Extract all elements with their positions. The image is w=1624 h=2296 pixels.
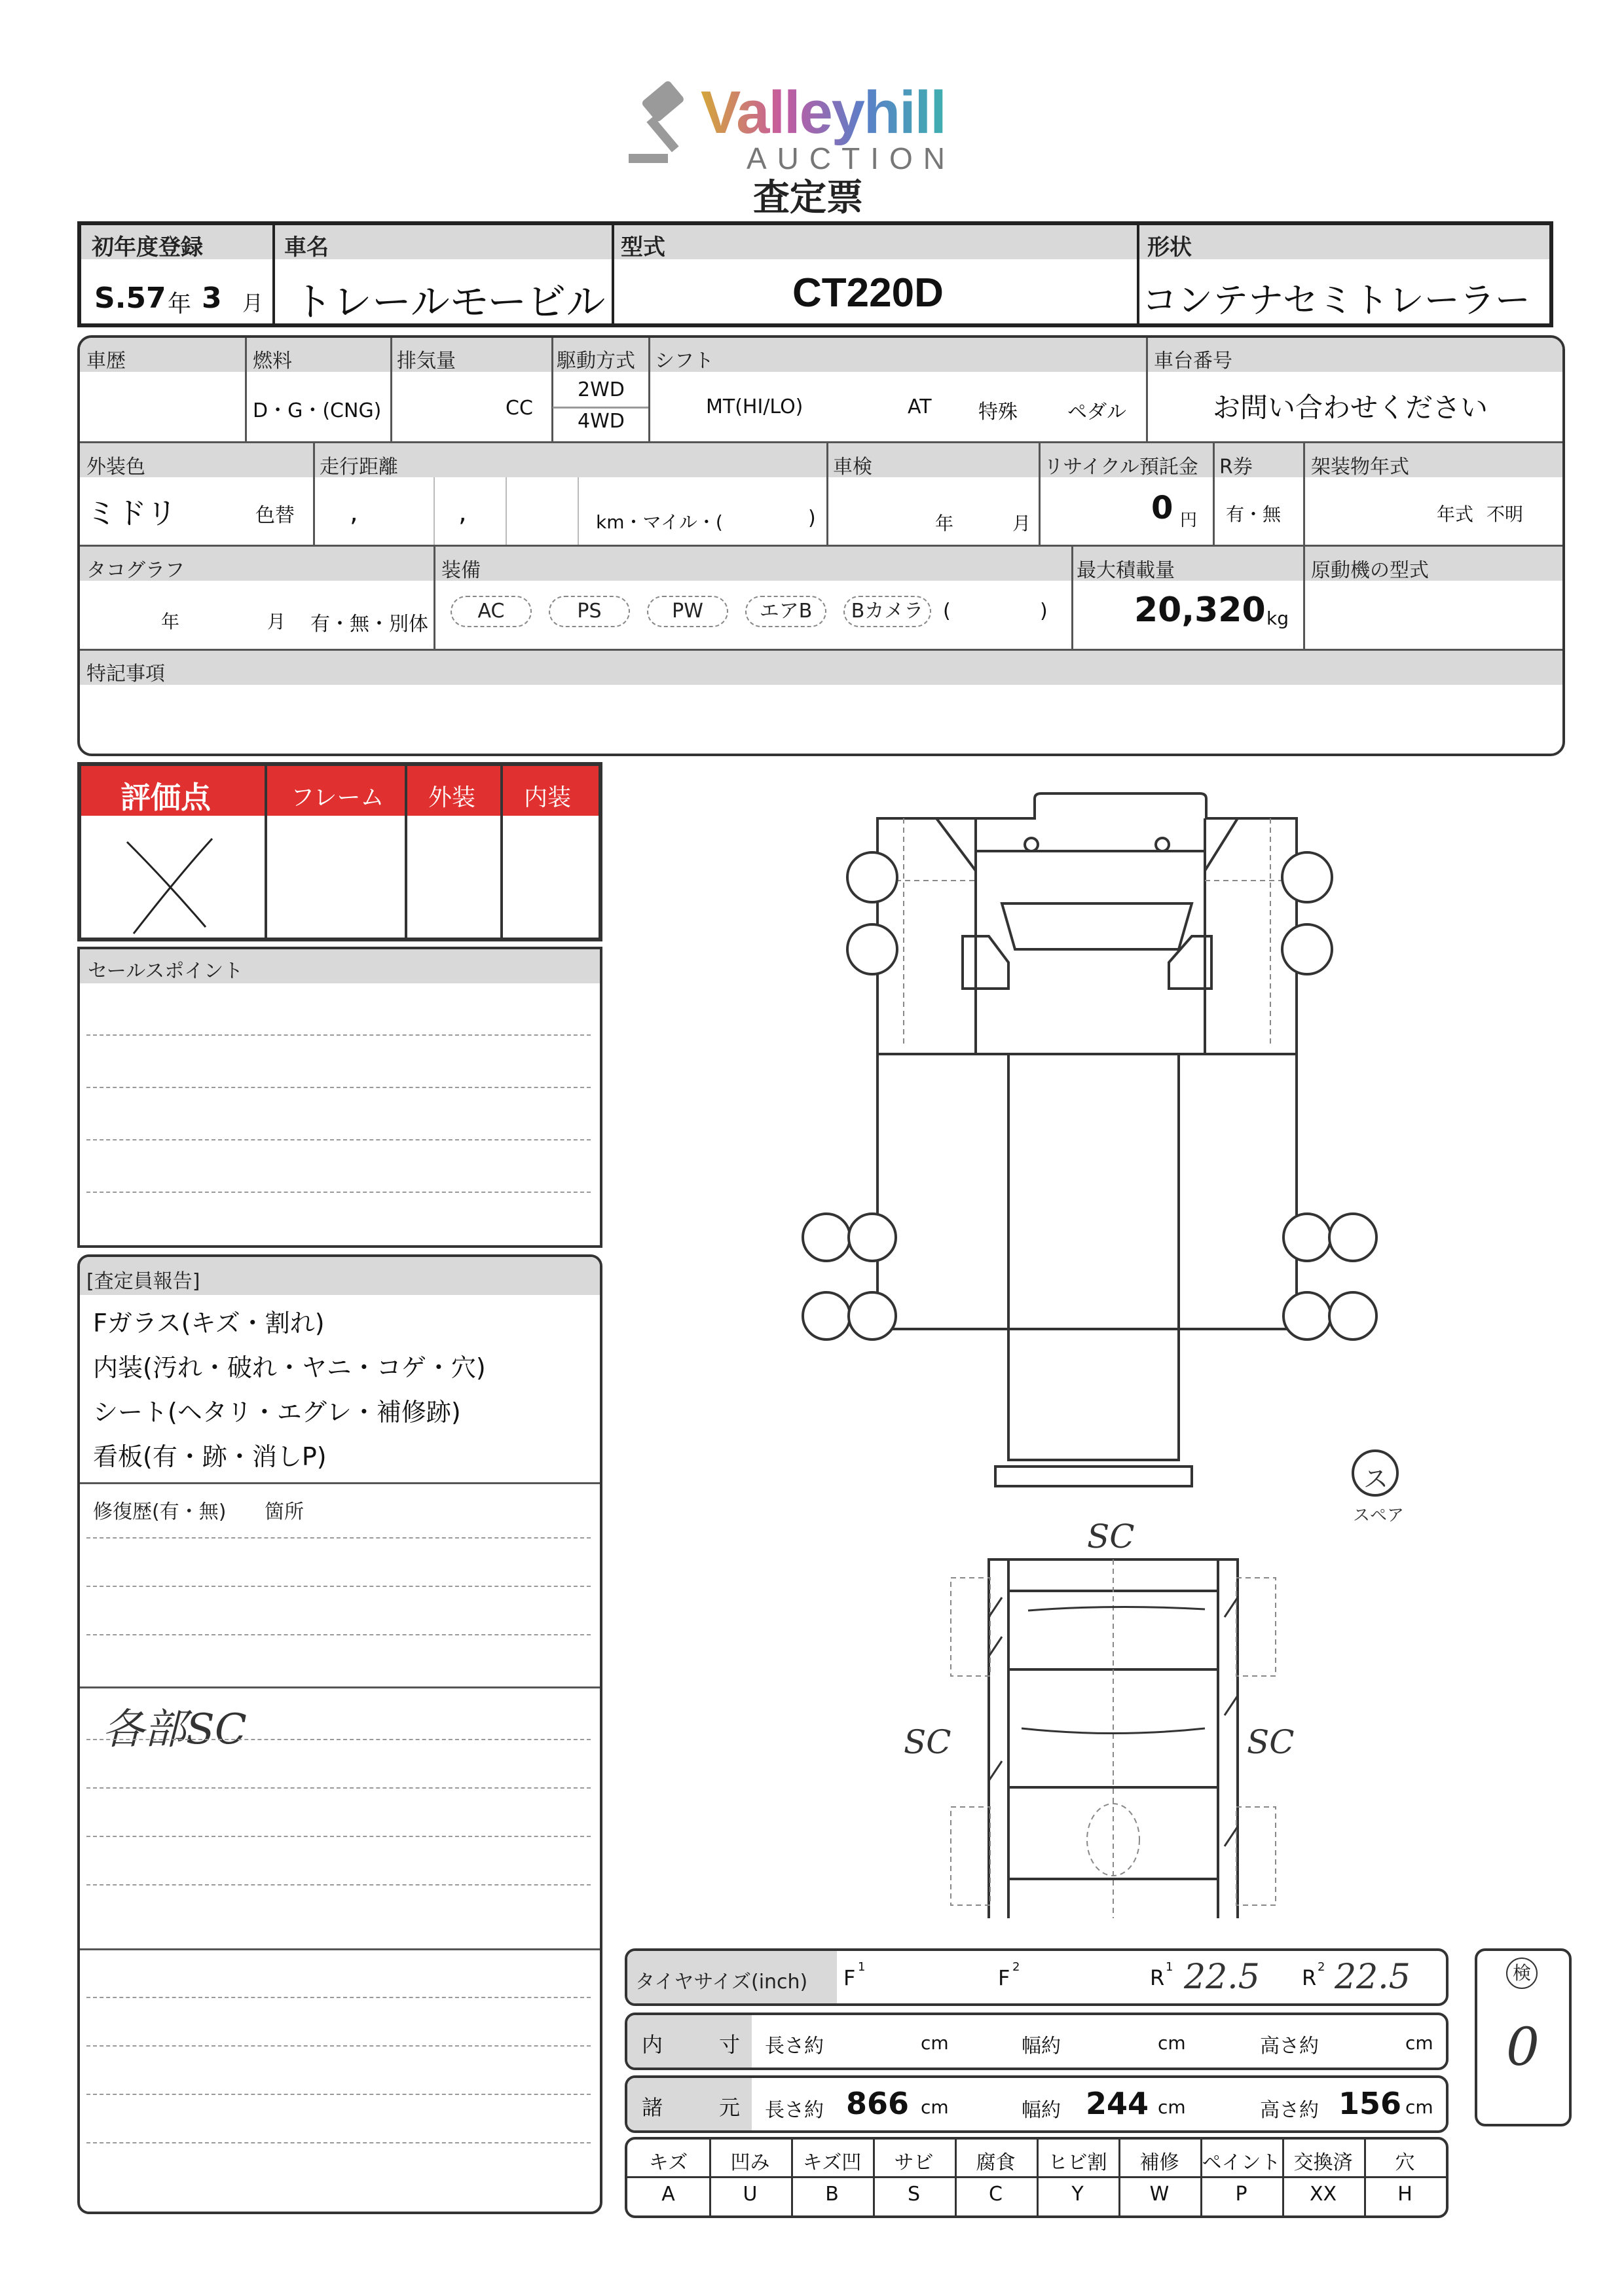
spare-tire-glyph: ス <box>1363 1465 1389 1493</box>
recycle-deposit: 0 <box>1151 490 1173 526</box>
legend-code-4: C <box>989 2183 1003 2206</box>
exterior-label: 外装 <box>428 784 476 811</box>
legend-header-0: キズ <box>648 2151 688 2174</box>
exterior-color-label: 外装色 <box>86 456 145 479</box>
body-year-label: 架装物年式 <box>1311 456 1409 479</box>
registration-era: S.57 <box>94 282 166 315</box>
legend-code-0: A <box>661 2183 675 2206</box>
vehicle-history-label: 車歴 <box>86 350 126 373</box>
legend-header-6: 補修 <box>1139 2151 1179 2174</box>
report-item-signboard: 看板(有・跡・消しP) <box>93 1442 327 1471</box>
tachograph-label: タコグラフ <box>86 559 185 582</box>
sales-point-label: セールスポイント <box>88 960 244 983</box>
inspector-report-box <box>77 1254 602 2214</box>
recycle-ticket-label: R券 <box>1219 456 1253 479</box>
report-item-windshield: Fガラス(キズ・割れ) <box>93 1309 325 1338</box>
legend-code-8: XX <box>1309 2183 1337 2206</box>
equipment-pw: PW <box>647 596 728 627</box>
inspector-value: 0 <box>1506 2016 1540 2077</box>
inspection-label: 車検 <box>833 456 872 479</box>
score-cross-mark <box>81 816 265 938</box>
evaluation-score-box <box>77 762 602 941</box>
legend-header-5: ヒビ割 <box>1048 2151 1107 2174</box>
vehicle-identity-table: 初年度登録 S.57 年 3 月 車名 トレールモービル 型式 CT220D 形状 コンテナセミトレーラー <box>77 221 1553 327</box>
body-shape: コンテナセミトレーラー <box>1142 280 1530 321</box>
legend-code-6: W <box>1149 2183 1170 2206</box>
inspector-report-label: [査定員報告] <box>86 1270 200 1293</box>
model-code: CT220D <box>792 270 944 316</box>
legend-code-5: Y <box>1071 2183 1084 2206</box>
equipment-back-camera: Bカメラ <box>843 596 931 627</box>
legend-code-1: U <box>743 2183 758 2206</box>
body-year-value: 不明 <box>1486 503 1524 525</box>
drive-type-label: 駆動方式 <box>557 350 635 373</box>
legend-header-8: 交換済 <box>1293 2151 1353 2174</box>
legend-header-4: 腐食 <box>976 2151 1016 2174</box>
vehicle-diagram <box>786 792 1414 1512</box>
tire-r2-size: 22.5 <box>1335 1958 1411 1997</box>
overall-width: 244 <box>1086 2086 1149 2121</box>
special-notes-label: 特記事項 <box>86 663 165 685</box>
damage-mark-right: SC <box>1247 1723 1295 1761</box>
legend-code-9: H <box>1397 2183 1412 2206</box>
recycle-deposit-label: リサイクル預託金 <box>1044 456 1198 479</box>
legend-header-2: キズ凹 <box>802 2151 862 2174</box>
legend-header-9: 穴 <box>1395 2151 1415 2174</box>
sales-point-box <box>77 947 602 1248</box>
tire-size-row: タイヤサイズ(inch) F 1 F 2 R 1 22.5 R 2 22.5 <box>625 1948 1449 2006</box>
inspector-label: 検 <box>1506 1958 1538 1989</box>
repair-place-label: 箇所 <box>265 1501 304 1523</box>
tire-size-label: タイヤサイズ(inch) <box>635 1971 808 1994</box>
spec-dimensions-row: 諸 元 長さ約 866 cm 幅約 244 cm 高さ約 156 cm <box>625 2075 1449 2133</box>
body-shape-label: 形状 <box>1147 234 1192 261</box>
model-code-label: 型式 <box>621 234 665 261</box>
chassis-number: お問い合わせください <box>1213 392 1488 424</box>
trailer-frame-diagram <box>943 1552 1283 1918</box>
interior-label: 内装 <box>524 784 572 811</box>
equipment-airbag: エアB <box>745 596 826 627</box>
mileage-label: 走行距離 <box>320 456 398 479</box>
first-registration-label: 初年度登録 <box>92 234 203 261</box>
drive-4wd: 4WD <box>578 410 625 433</box>
inspector-box <box>1475 1948 1572 2126</box>
registration-month: 3 <box>202 282 222 315</box>
legend-code-2: B <box>825 2183 839 2206</box>
displacement-label: 排気量 <box>397 350 456 373</box>
equipment-label: 装備 <box>441 559 481 582</box>
equipment-ps: PS <box>549 596 630 627</box>
score-label: 評価点 <box>120 780 211 815</box>
overall-height: 156 <box>1338 2086 1402 2121</box>
frame-label: フレーム <box>291 784 384 811</box>
repair-history-label: 修復歴(有・無) <box>93 1501 227 1523</box>
gavel-icon <box>622 79 707 170</box>
chassis-number-label: 車台番号 <box>1154 350 1232 373</box>
damage-mark-left: SC <box>904 1723 951 1761</box>
damage-mark-top: SC <box>1087 1518 1135 1556</box>
legend-header-3: サビ <box>894 2151 934 2174</box>
shift-label: シフト <box>655 350 714 373</box>
max-load-label: 最大積載量 <box>1077 559 1175 582</box>
report-item-interior: 内装(汚れ・破れ・ヤニ・コゲ・穴) <box>93 1353 486 1382</box>
handwritten-note: 各部SC <box>102 1705 247 1754</box>
report-item-seat: シート(ヘタリ・エグレ・補修跡) <box>93 1398 461 1427</box>
overall-length: 866 <box>846 2086 910 2121</box>
engine-model-label: 原動機の型式 <box>1311 559 1429 582</box>
vehicle-name-label: 車名 <box>284 234 329 261</box>
document-title: 査定票 <box>753 177 863 219</box>
vehicle-name: トレールモービル <box>293 280 606 325</box>
damage-code-legend <box>625 2137 1449 2218</box>
drive-2wd: 2WD <box>578 378 625 401</box>
exterior-color: ミドリ <box>86 496 177 531</box>
fuel-options: D・G・(CNG) <box>253 399 382 422</box>
tire-r1-size: 22.5 <box>1184 1958 1260 1997</box>
max-load: 20,320 <box>1134 591 1266 630</box>
spare-tire-label: スペア <box>1353 1506 1405 1525</box>
logo-text: Valleyhill <box>701 79 946 146</box>
legend-code-7: P <box>1235 2183 1247 2206</box>
logo <box>622 79 989 177</box>
vehicle-spec-panel: 車歴 燃料 D・G・(CNG) 排気量 CC 駆動方式 2WD 4WD シフト MT(HI/LO) AT 特殊 ペダル 車台番号 お問い合わせください 外装色 ミドリ 色替 走行距離 , , km・マイル・( ) 車検 年 月 リサイクル預託金 0 円 R券 有・無 架装物年式 年式 不明 タコグラフ 年 月 有・無・別体 装備 AC PS PW エアB Bカメラ ( ) 最大積載量 20,320 kg 原動機の型式 特記事項 <box>77 335 1565 756</box>
inner-dimensions-row: 内 寸 長さ約 cm 幅約 cm 高さ約 cm <box>625 2013 1449 2070</box>
logo-subtext: AUCTION <box>747 141 955 175</box>
legend-header-1: 凹み <box>730 2151 770 2174</box>
legend-header-7: ペイント <box>1202 2151 1281 2174</box>
fuel-label: 燃料 <box>253 350 292 373</box>
equipment-ac: AC <box>451 596 532 627</box>
legend-code-3: S <box>907 2183 921 2206</box>
